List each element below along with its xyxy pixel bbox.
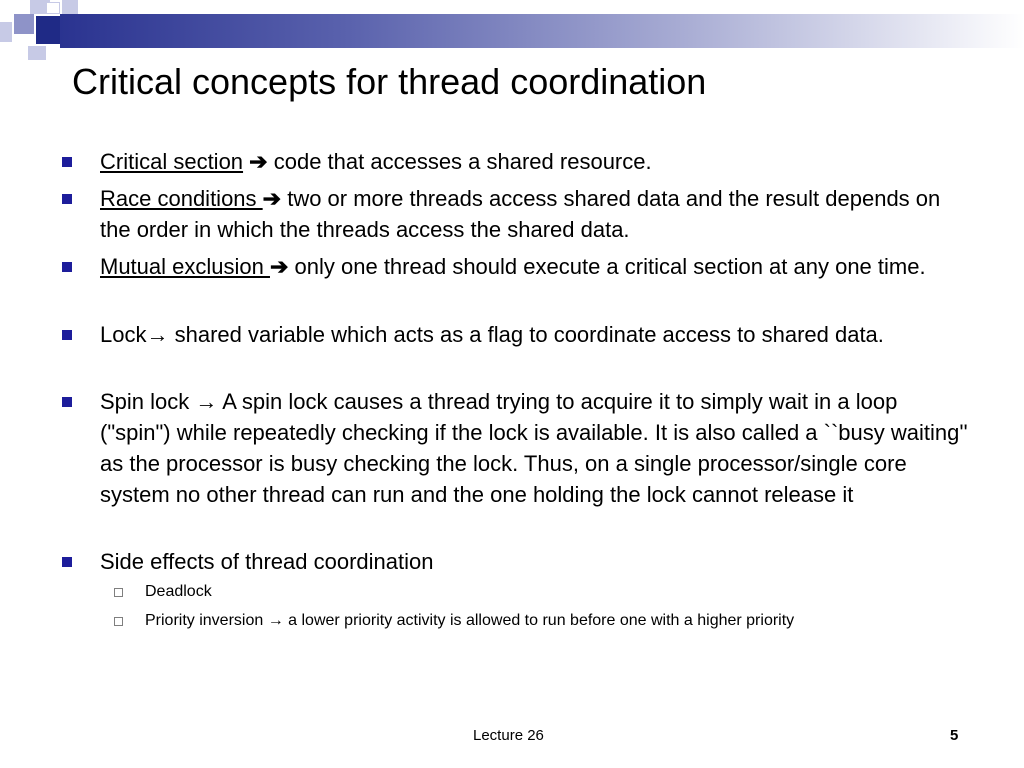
list-item bbox=[100, 319, 970, 350]
sub-list-item bbox=[145, 581, 995, 603]
decor-square bbox=[46, 2, 60, 14]
arrow-icon: → bbox=[195, 389, 223, 414]
bullet-term: Race conditions bbox=[100, 186, 263, 211]
bullet-text: Side effects of thread coordination bbox=[100, 549, 434, 574]
sub-bullet-term: Priority inversion bbox=[145, 612, 268, 629]
sub-bullet-text: Deadlock bbox=[145, 583, 212, 600]
bullet-term: Critical section bbox=[100, 149, 244, 174]
bullet-square-icon bbox=[62, 157, 72, 167]
header-gradient-bar bbox=[60, 14, 1024, 48]
bullet-square-icon bbox=[62, 557, 72, 567]
bullet-text: two or more threads access shared data and the result depends on the order in which the threads access the shared data. bbox=[100, 186, 941, 242]
list-item bbox=[100, 251, 970, 282]
bullet-text: shared variable which acts as a flag to coordinate access to shared data. bbox=[174, 322, 884, 347]
list-item bbox=[100, 146, 970, 177]
sub-list-item bbox=[145, 610, 995, 632]
decor-square bbox=[62, 0, 78, 14]
list-item bbox=[100, 546, 970, 577]
bullet-text: A spin lock causes a thread trying to acquire it to simply wait in a loop ("spin") while repeatedly checking if the lock is available. It is also called a ``busy waiting'' as the processor is busy checking the lock. Thus, on a single processor/single core system no other thread can run and the one holding the lock cannot release it bbox=[100, 389, 968, 507]
page-number: 5 bbox=[950, 727, 959, 744]
decor-square bbox=[14, 14, 34, 34]
sub-bullet-box-icon bbox=[114, 588, 123, 597]
bullet-square-icon bbox=[62, 194, 72, 204]
bullet-square-icon bbox=[62, 262, 72, 272]
arrow-icon: ➔ bbox=[269, 254, 295, 279]
bullet-term: Mutual exclusion bbox=[100, 254, 270, 279]
arrow-icon: ➔ bbox=[262, 186, 288, 211]
footer-lecture-label: Lecture 26 bbox=[473, 727, 544, 744]
bullet-text: only one thread should execute a critical section at any one time. bbox=[294, 254, 926, 279]
decor-square bbox=[0, 22, 12, 42]
bullet-square-icon bbox=[62, 330, 72, 340]
bullet-term: Lock bbox=[100, 322, 147, 347]
list-item bbox=[100, 183, 970, 245]
bullet-text: code that accesses a shared resource. bbox=[273, 149, 652, 174]
decor-square bbox=[28, 46, 46, 60]
arrow-icon: → bbox=[267, 612, 289, 629]
sub-bullet-text: a lower priority activity is allowed to run before one with a higher priority bbox=[288, 612, 795, 629]
arrow-icon: → bbox=[146, 322, 175, 347]
decor-square bbox=[36, 16, 60, 44]
sub-bullet-box-icon bbox=[114, 617, 123, 626]
arrow-icon: ➔ bbox=[243, 149, 274, 174]
bullet-square-icon bbox=[62, 397, 72, 407]
bullet-term: Spin lock bbox=[100, 389, 196, 414]
slide-title: Critical concepts for thread coordination bbox=[72, 61, 707, 102]
list-item bbox=[100, 386, 970, 510]
